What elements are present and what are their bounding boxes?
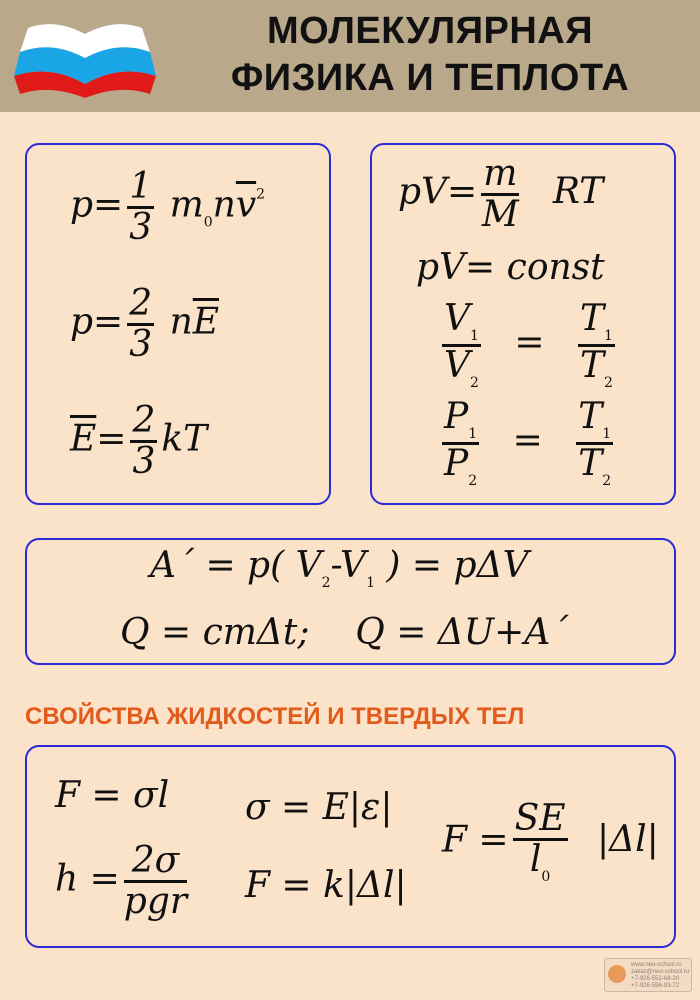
fraction-t1-t2: $\frac{T_1}{T_2}$	[580, 298, 613, 391]
publisher-stamp: www.neo-school.ru zakaz@neo-school.ru +7-926-552-68-20 +7-926-596-93-72	[604, 958, 692, 992]
formula-hooke: F = k|Δl|	[245, 865, 407, 906]
fraction-two-thirds: $\frac{2}{3}$	[129, 283, 153, 365]
formula-work: A´ = p( $V_2-V_1$ ) = pΔV	[150, 545, 529, 591]
formula-stress: σ = E|ε|	[245, 787, 393, 828]
header-bar	[0, 0, 700, 112]
title-line-2: ФИЗИКА И ТЕПЛОТА	[230, 57, 630, 99]
fraction-t1-t2-2: $\frac{T_1}{T_2}$	[578, 396, 612, 489]
page-title	[175, 8, 685, 102]
fraction-se-over-l0: $\frac{SE}{l_0}$	[514, 798, 566, 885]
book-logo-icon	[10, 14, 160, 98]
formula-surface-tension: F = σl	[55, 775, 170, 816]
formula-boyle: pV= const	[416, 247, 605, 288]
formula-elastic-force: F = $\frac{SE}{l_0}$ |Δl|	[442, 798, 659, 885]
formula-gay-lussac: $\frac{P_1}{P_2}$ = $\frac{T_1}{T_2}$	[444, 396, 612, 489]
fraction-v1-v2: $\frac{V_1}{V_2}$	[444, 298, 479, 391]
formula-capillary-height: h = $\frac{2\sigma}{\text{pgr}}$	[55, 840, 188, 922]
formula-pressure-energy: p= $\frac{2}{3}$ $n\overline{E}$	[70, 283, 220, 365]
formula-charles: $\frac{V_1}{V_2}$ = $\frac{T_1}{T_2}$	[444, 298, 613, 391]
title-line-1: МОЛЕКУЛЯРНАЯ	[266, 10, 594, 52]
fraction-two-thirds-2: $\frac{2}{3}$	[132, 400, 156, 482]
fraction-m-over-M: $\frac{m}{M}$	[481, 153, 519, 235]
section-title-liquids-solids: СВОЙСТВА ЖИДКОСТЕЙ И ТВЕРДЫХ ТЕЛ	[25, 703, 525, 730]
fraction-one-third: $\frac{1}{3}$	[129, 166, 153, 248]
formula-clapeyron: pV= $\frac{m}{M}$ RT	[398, 153, 604, 235]
fraction-2sigma-over-pgr: $\frac{2\sigma}{\text{pgr}}$	[123, 840, 188, 922]
publisher-logo-icon	[608, 965, 626, 983]
formula-heat: Q = cmΔt; Q = ΔU+A´	[120, 612, 569, 653]
formula-pressure-velocity: p= $\frac{1}{3}$ $m_0n\overline{v}^2$	[70, 166, 266, 248]
fraction-p1-p2: $\frac{P_1}{P_2}$	[444, 396, 478, 489]
formula-mean-energy: $\overline{E}=$ $\frac{2}{3}$ kT	[70, 400, 208, 482]
